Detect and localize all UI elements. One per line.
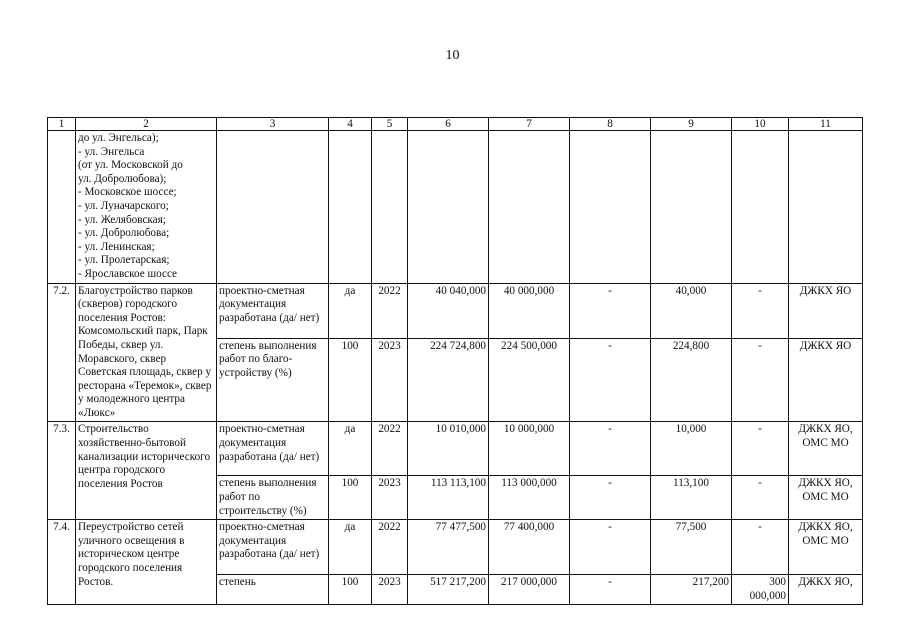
header-cell: 3 [217,118,329,131]
value-cell: 100 [329,476,372,520]
item-number: 7.4. [48,520,76,605]
amount-cell: 517 217,200 [408,575,489,605]
street-line: - ул. Энгельса [78,145,145,158]
year-cell: 2023 [372,476,408,520]
amount-cell: 10 000,000 [489,422,570,476]
header-cell: 8 [570,118,651,131]
header-cell: 5 [372,118,408,131]
amount-cell: 224,800 [651,338,732,422]
header-cell: 10 [732,118,789,131]
amount-cell: - [732,338,789,422]
amount-cell: 40 000,000 [489,283,570,338]
amount-cell: - [732,422,789,476]
item-name: Переустройство сетей уличного освещения в историческом центре городского поселения Ростов. [76,520,217,605]
value-cell: да [329,283,372,338]
header-cell: 2 [76,118,217,131]
item-number: 7.3. [48,422,76,520]
header-cell: 11 [789,118,863,131]
table-row [48,520,863,575]
year-cell: 2023 [372,575,408,605]
amount-cell: - [570,338,651,422]
table-row [48,283,863,338]
executor-cell: ДЖКХ ЯО, ОМС МО [789,476,863,520]
amount-cell: - [570,422,651,476]
street-line: - ул. Ленинская; [78,240,155,253]
street-line: - ул. Пролетарская; [78,254,170,267]
executor-cell: ДЖКХ ЯО [789,283,863,338]
amount-cell: 10 010,000 [408,422,489,476]
item-name: Строительство хозяйственно-бытовой канализации исторического центра городского поселения Ростов [76,422,217,520]
indicator-cell: степень выполнения работ по строительству (%) [217,476,329,520]
amount-cell: - [570,520,651,575]
item-name: Благоустройство парков (скверов) городского поселения Ростов: Комсомольский парк, Парк Победы, сквер ул. Моравского, сквер Советская площадь, сквер у ресторана «Теремок», сквер у молодежного центра «Люкс» [76,283,217,422]
value-cell: да [329,520,372,575]
amount-cell: 113 113,100 [408,476,489,520]
street-line: - ул. Желябовская; [78,213,166,226]
program-table [47,117,863,605]
amount-cell: 300 000,000 [732,575,789,605]
executor-cell: ДЖКХ ЯО [789,338,863,422]
header-row [48,118,863,131]
amount-cell: - [570,575,651,605]
value-cell: 100 [329,575,372,605]
value-cell: 100 [329,338,372,422]
amount-cell: - [732,520,789,575]
amount-cell: 77 400,000 [489,520,570,575]
street-line: - Московское шоссе; [78,186,177,199]
amount-cell: 77,500 [651,520,732,575]
indicator-cell: проектно-сметная документация разработана (да/ нет) [217,283,329,338]
indicator-cell: степень выполнения работ по благо-устройству (%) [217,338,329,422]
header-cell: 6 [408,118,489,131]
amount-cell: 40,000 [651,283,732,338]
indicator-cell: степень [217,575,329,605]
continuation-row [48,131,863,284]
street-line: - ул. Добролюбова; [78,227,170,240]
header-cell: 7 [489,118,570,131]
year-cell: 2022 [372,520,408,575]
indicator-cell: проектно-сметная документация разработана (да/ нет) [217,422,329,476]
indicator-cell: проектно-сметная документация разработана (да/ нет) [217,520,329,575]
amount-cell: - [732,476,789,520]
item-number: 7.2. [48,283,76,422]
street-line: - Ярославское шоссе [78,267,178,280]
header-cell: 9 [651,118,732,131]
amount-cell: - [570,476,651,520]
amount-cell: 113 000,000 [489,476,570,520]
street-line: ул. Добролюбова); [78,172,167,185]
executor-cell: ДЖКХ ЯО, ОМС МО [789,422,863,476]
header-cell: 4 [329,118,372,131]
table-row [48,422,863,476]
amount-cell: 217,200 [651,575,732,605]
page-number: 10 [445,48,460,63]
value-cell: да [329,422,372,476]
continuation-street-list [76,131,217,284]
amount-cell: 224 500,000 [489,338,570,422]
executor-cell: ДЖКХ ЯО, [789,575,863,605]
amount-cell: - [570,283,651,338]
amount-cell: 40 040,000 [408,283,489,338]
amount-cell: 77 477,500 [408,520,489,575]
year-cell: 2023 [372,338,408,422]
amount-cell: 224 724,800 [408,338,489,422]
amount-cell: 10,000 [651,422,732,476]
street-line: до ул. Энгельса); [78,132,159,144]
header-cell: 1 [48,118,76,131]
amount-cell: - [732,283,789,338]
year-cell: 2022 [372,283,408,338]
year-cell: 2022 [372,422,408,476]
amount-cell: 113,100 [651,476,732,520]
executor-cell: ДЖКХ ЯО, ОМС МО [789,520,863,575]
amount-cell: 217 000,000 [489,575,570,605]
street-line: (от ул. Московской до [78,159,183,172]
street-line: - ул. Луначарского; [78,199,169,212]
